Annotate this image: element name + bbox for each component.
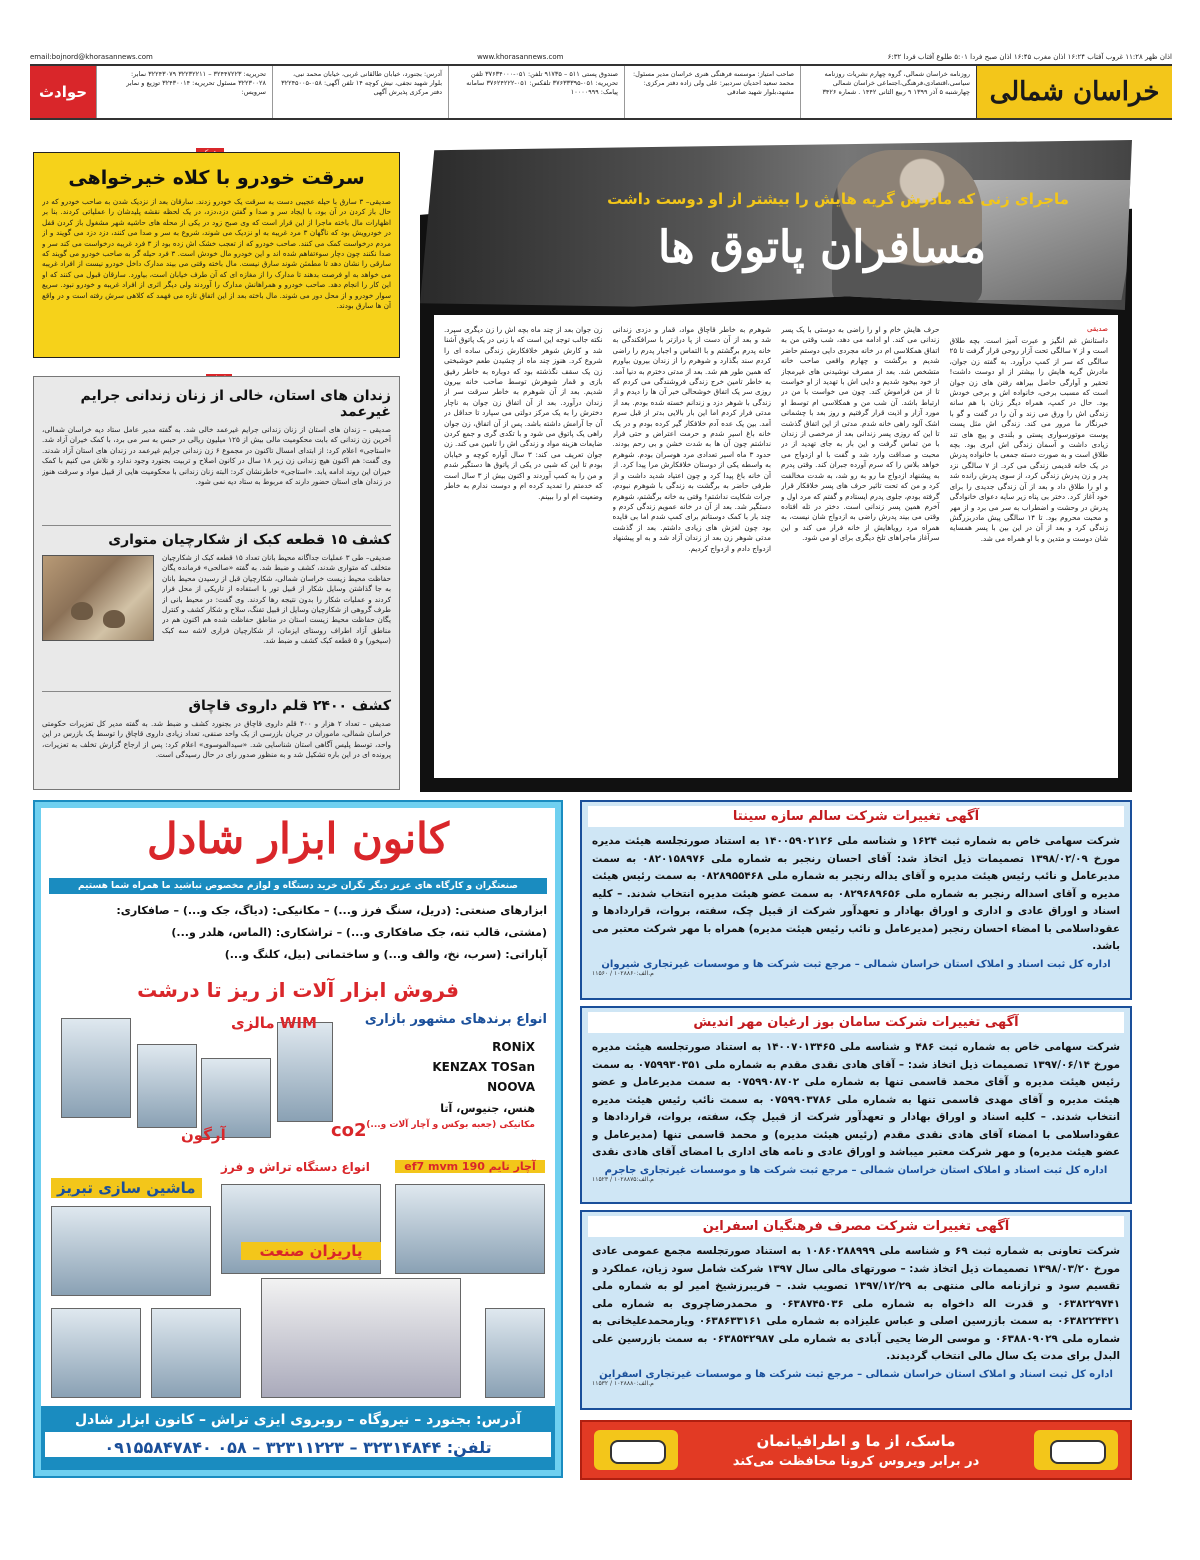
mask-psa-text	[733, 1432, 980, 1469]
brand-ronix: RONiX	[492, 1040, 535, 1054]
feature-col-4	[444, 325, 603, 768]
drugs-body: صدیقی – تعداد ۲ هزار و ۴۰۰ قلم داروی قاچاق در بجنورد کشف و ضبط شد. به گفته مدیر کل تعزیرات حکومتی خراسان شمالی، ماموران در جریان بازرسی از یک واحد صنفی، تعداد زیادی داروی قاچاق را توسط یک بازرس در این واحد، توسط پلیس آگاهی استان شناسایی شد. «سیدالموسوی» اعلام کرد: پس از ارجاع گزارش تخلف به تعزیرات، پرونده ای در این باره تشکیل شد و به منظور صدور رای در حال رسیدگی است.	[42, 719, 391, 760]
tool-shop-ad-inner	[41, 808, 555, 1470]
prison-headline[interactable]: زندان های استان، خالی از زنان زندانی جرایم غیرعمد	[80, 388, 391, 420]
car-theft-body: صدیقی– ۳ سارق با حیله عجیبی دست به سرقت یک خودرو زدند. سارقان بعد از نزدیک شدن به صاحب خودرو که در حال باز کردن در آن بود، با ایجاد سر و صدا و گفتن دزد،دزد، در یک لحظه نقشه پلیدشان را عملیاتی کردند. بنا بر اظهارات مال باخته ماجرا از این قرار است که وی صبح زود در یکی از محله های حاشیه شهر مشغول باز کردن قفل در خودرویش بود که ناگهان ۳ مرد غریبه به او نزدیک می شوند، شروع به سر و صدا می کنند، دزد دزد می گویند و از مردم درخواست کمک می کنند. صاحب خودرو که از تعجب خشک اش زده بود از ۳ فرد غریبه درخواست می کند سر و صدا نکنند چون دچار سوءتفاهم شده اند و این خودرو مال خودش است. ۳ فرد حیله گر به صاحب خودرو می گویند که سارقی را نشان دهد تا مطمئن شوند سارق نیست. مال باخته وقتی می بیند مدارک داخل خودرو نیست از افراد غریبه می خواهد به او فرصت بدهند تا مدارک را از مغازه ای که آن طرف خیابان است، بیاورد. سارقان قبول می کنند که او این کار را انجام دهد. صاحب خودرو و همراهانش مدارک را آوردند ولی دیگر اثری از افراد غریبه و خودرو نبود. سریع سوار خودرو و از محل دور می شوند. مال باخته بعد از این اتفاق تازه می فهمد که کلاهی سرش رفته است و در واقع آن ها سارق بودند.	[42, 197, 391, 311]
masthead-info-4: آدرس: بجنورد، خیابان طالقانی غربی، خیابان محمد نبی، بلوار شهید نجفی، نیش کوچه ۱۴ تلفن آگهی: ۰۵۸-۳۲۲۴۵۰۰۵ دفتر مرکزی پذیرش آگهی	[272, 66, 448, 118]
feature-story	[420, 140, 1132, 792]
brands-heading: انواع برندهای مشهور بازاری	[364, 1012, 547, 1027]
partridge-photo	[42, 555, 154, 641]
tool-shop-line-1: ابزارهای صنعتی: (دریل، سنگ فرز و...) – مکانیکی: (دیاگ، جک و...) – صافکاری:	[116, 904, 547, 917]
masthead-info-3: صندوق پستی ۵۱۱ – ۹۱۷۳۵ تلفن: ۰۵۱-۳۷۶۳۴۰۰۰ تلفن تحریریه: ۰۵۱-۳۷۶۳۳۳۹۵ تلفکس: ۰۵۱-۳۷۶۲۴۲۲۲ سامانه پیامک: ۱۰۰۰۰۹۹۹	[448, 66, 624, 118]
legal-notice-saman-title: آگهی تغییرات شرکت سامان بوز ارغیان مهر اندیش	[588, 1012, 1124, 1033]
tool-shop-footer	[41, 1406, 555, 1470]
legal-notice-saman	[580, 1006, 1132, 1204]
brand-hans: هنس، جنیوس، آتا	[440, 1102, 535, 1115]
tool-shop-line-3: آپاراتی: (سرب، نخ، والف و...) و ساختمانی (بیل، کلنگ و...)	[224, 948, 547, 961]
tabriz-machine-image	[51, 1206, 211, 1296]
pariz-label: پاریزان صنعت	[241, 1242, 381, 1260]
legal-notice-sina-footer: اداره کل ثبت اسناد و املاک استان خراسان شمالی – مرجع ثبت شرکت ها و موسسات غیرتجاری شیروان	[601, 959, 1111, 970]
tool-shop-ad[interactable]	[33, 800, 563, 1478]
news-column	[33, 376, 400, 790]
brand-noova: NOOVA	[487, 1080, 535, 1094]
newspaper-logo[interactable]: خراسان شمالی	[976, 66, 1172, 118]
legal-notice-esfarayen	[580, 1210, 1132, 1410]
tool-shop-sales: فروش ابزار آلات از ریز تا درشت	[137, 978, 459, 1002]
tire-changer-2	[151, 1308, 241, 1398]
legal-notice-sina	[580, 800, 1132, 1000]
masthead	[30, 64, 1172, 120]
legal-notice-saman-footer: اداره کل ثبت اسناد و املاک استان خراسان شمالی – مرجع ثبت شرکت ها و موسسات غیرتجاری جاجرم	[604, 1165, 1108, 1176]
legal-notice-sina-code: م.الف:۱۰۲۸۸۶۰ / ۱۱۵۶۰	[592, 970, 654, 977]
masthead-top-strip	[30, 50, 1172, 64]
car-lift-image	[261, 1278, 461, 1398]
mask-psa-line-1: ماسک، از ما و اطرافیانمان	[756, 1431, 956, 1450]
legal-notice-sina-title: آگهی تغییرات شرکت سالم سازه سینتا	[588, 806, 1124, 827]
brand-kenzax: KENZAX TOSan	[432, 1060, 535, 1074]
divider	[42, 691, 391, 692]
masthead-info-2: صاحب امتیاز: موسسه فرهنگی هنری خراسان مدیر مسئول: محمد سعید احدیان سردبیر: علی ولی زاده دفتر مرکزی: مشهد،بلوار شهید صادقی	[624, 66, 800, 118]
welder-2	[137, 1044, 197, 1128]
email-link[interactable]: email:bojnord@khorasannews.com	[30, 53, 153, 61]
tire-changer-1	[51, 1308, 141, 1398]
feature-text-2: حرف هایش خام و او را راضی به دوستی با یک پسر زندانی می کند. او ادامه می دهد، شب وقتی من به اتفاق همکلاسی ام در خانه مجردی دایی دوستم حاضر شدیم و برگشت و چهارم واقعی صاحب خانه متشخص شد. بعد از مصرف نوشیدنی های غیرمجاز از خود بیخود شدیم و دایی اش با تهدید از او خواست تا از من فراموش کند. چون می خواست با من در ارتباط باشد. آن شب من و همکلاسی ام توسط او مورد آزار و اذیت قرار گرفتیم و روز بعد با چشمانی اشک آلود راهی خانه شدم. مدتی از این اتفاق گذشت تا این که روزی پسر زندانی بعد از مرخصی از زندان با من تماس گرفت و این بار به جای تهدید از در محبت و صداقت وارد شد و گفت با او ازدواج می خواهد بلاس را که سرم آورده جبران کند. وقتی پدرم به پیشنهاد ازدواج ما رو به رو شد، به شدت مخالفت کرد و من که تحت تاثیر حرف های پسر خلافکار قرار گرفته بودم، جلوی پدرم ایستادم و گفتم که مرد اول و آخرم همین پسر زندانی است. دختر در تله افتاده وقتی می بیند پدرش راضی به ازدواج شان نیست، به همراه مرد رویاهایش از خانه فرار می کند و این سرآغاز ماجراهای تلخ دیگری برای او می شود.	[781, 325, 940, 543]
welder-1	[61, 1018, 131, 1118]
lathe-image	[221, 1184, 381, 1274]
website-link[interactable]: www.khorasannews.com	[477, 53, 564, 61]
car-theft-headline[interactable]: سرقت خودرو با کلاه خیرخواهی	[68, 167, 365, 189]
feature-byline: صدیقی	[1087, 325, 1108, 333]
engine-image	[395, 1184, 545, 1274]
prayer-times: اذان ظهر ۱۱:۲۸ غروب آفتاب ۱۶:۲۴ اذان مغرب ۱۶:۴۵ اذان صبح فردا ۵:۰۱ طلوع آفتاب فردا ۶:۳۲	[887, 53, 1172, 61]
feature-title[interactable]: مسافران پاتوق ها	[657, 222, 987, 273]
feature-text-4: زن جوان بعد از چند ماه بچه اش را زن دیگری سپرد. نکته جالب توجه این است که با زنی در یک پاتوق آشنا شد و کارش شوهر خلافکارش زندگی ساده ای را شروع کرد. هنوز چند ماه از چشیدن طعم خوشبختی زن یک سقف نگذشته بود که دوباره به خاطر رفیق بازی و قمار شوهرش توسط صاحب خانه بیرون شدیم. بعد از آن شوهرم به خاطر سرقت سر از زندان درآورد. بعد از آن اتفاق زن جوان به ناچار دخترش را به یک مرکز دولتی می سپارد تا حداقل در آن جا آرامش داشته باشد. پس از آن اتفاق، زن جوان راهی یک پاتوق می شود و با تکدی گری و جمع کردن ضایعات هزینه مواد و زندگی اش را تامین می کند. زن جوان تعریف می کند: ۳ سال آواره کوچه و خیابان بودم تا این که شبی در یکی از پاتوق ها دستگیر شدم و من را به کمپ آوردند و اکنون بیش از ۳ سال است که خدمتم را تمدید کرده ام و دوست ندارم به خاطر وضعیت ام او را ببینم.	[444, 325, 603, 501]
drugs-headline[interactable]: کشف ۲۴۰۰ قلم داروی قاچاق	[188, 698, 391, 714]
welder-4	[277, 1022, 333, 1122]
tool-shop-phone[interactable]: تلفن: ۳۲۳۱۴۸۴۴ – ۳۲۳۱۱۲۲۳ – ۰۵۸ ۰۹۱۵۵۸۴۷۸۴۰	[45, 1432, 551, 1457]
tool-shop-title: کانون ابزار شادل	[147, 814, 449, 863]
prison-body: صدیقی – زندان های استان از زنان زندانی جرایم غیرعمد خالی شد. به گفته مدیر عامل ستاد دیه خراسان شمالی، آخرین زن زندانی که بابت محکومیت مالی بیش از ۱۲۵ میلیون ریالی در حبس به سر می برد، با کمک خیران آزاد شد. «استاجی» اعلام کرد: از ابتدای امسال تاکنون در مجموع ۶ زن زندانی جرایم غیرعمد در زندان های استان آزاد شدند. وی گفت: هم اکنون هیچ زندانی زن زیر ۱۸ سال در کانون اصلاح و تربیت بجنورد وجود ندارد و تلاش می کنیم با کمک خیران این روند ادامه یابد. «استاجی» خاطرنشان کرد: البته زنان زندانی با محکومیت هایی از قبیل مواد و سرقت هنوز در زندان های استان حضور دارند که مربوط به ستاد دیه نمی شود.	[42, 425, 391, 487]
tool-shop-slogan: صنعتگران و کارگاه های عزیز دیگر نگران خرید دستگاه و لوازم مخصوص نباشید ما همراه شما هستیم	[49, 878, 547, 894]
legal-notice-esfarayen-body: شرکت تعاونی به شماره ثبت ۶۹ و شناسه ملی ۱۰۸۶۰۲۸۸۹۹۹ به استناد صورتجلسه مجمع عمومی عادی مورخ ۱۳۹۸/۰۳/۲۰ تصمیمات ذیل اتخاذ شد: – صورتهای مالی سال ۱۳۹۷ شرکت شامل سود زیان، عملکرد و تقسیم سود و ترازنامه مالی منتهی به ۱۳۹۷/۱۲/۲۹ تصویب شد. – فریبرزشیخ امیر لو به شماره ملی ۰۶۳۸۲۲۹۷۴۱ و قدرت اله داخواه به شماره ملی ۰۶۳۸۷۴۵۰۳۶ و محمدرضاچروی به شماره ملی ۰۶۳۸۲۲۴۴۲۱ به سمت بازرسین اصلی و عباس علیزاده به شماره ملی ۰۶۳۸۶۳۳۱۶۱ ویارمحمدعلیخانی به شماره ملی ۰۶۳۸۸۰۹۰۲۹ و موسی الرضا یحیی آبادی به شماره ملی ۰۶۳۸۵۴۲۹۸۷ به سمت بازرسین علی البدل برای مدت یک سال مالی انتخاب گردیدند.	[592, 1245, 1120, 1362]
divider	[42, 525, 391, 526]
masthead-info-5: تحریریه: ۳۲۴۴۷۲۲۳ – ۳۲۲۳۲۲۱۱ ۳۲۲۴۳۰۷۹ نمابر: ۳۲۲۳۰۰۲۸ مسئول تحریریه: ۳۲۴۳۰۰۱۴ توزیع و نمابر سرویس:	[96, 66, 272, 118]
feature-col-3	[613, 325, 772, 768]
lathe-label: انواع دستگاه تراش و فرز	[221, 1160, 370, 1174]
feature-col-1	[950, 325, 1109, 768]
masthead-info-1: روزنامه خراسان شمالی، گروه چهارم نشریات روزنامه سیاسی،اقتصادی،فرهنگی،اجتماعی خراسان شمالی چهارشنبه ۵ آذر ۱۳۹۹ ۹ ربیع الثانی ۱۴۴۲ . شماره ۳۴۲۶	[800, 66, 976, 118]
mask-icon	[1034, 1430, 1118, 1470]
legal-notice-saman-body: شرکت سهامی خاص به شماره ثبت ۴۸۶ و شناسه ملی ۱۴۰۰۷۰۱۳۴۶۵ به استناد صورتجلسه هیئت مدیره مورخ ۱۳۹۷/۰۶/۱۴ تصمیمات ذیل اتخاذ شد: – آقای هادی نقدی مقدم به شماره ملی ۰۷۵۹۹۳۰۳۵۱ به سمت رئیس هیئت مدیره و آقای محمد قاسمی تنها به شماره ملی ۰۷۵۹۹۰۸۷۰۲ به سمت مدیرعامل و عضو هیئت مدیره و آقای مهدی قاسمی تنها به شماره ملی ۰۷۵۹۹۰۳۷۸۶ به سمت نائب رئیس هیئت مدیره انتخاب شدند. – کلیه اسناد و اوراق بهادار و تعهدآور شرکت از قبیل چک، سفته، بروات، قراردادها و عقوداسلامی با امضاء آقای هادی نقدی مقدم (رئیس هیئت مدیره) و محمد قاسمی تنها (مدیرعامل و عضو هیئت مدیره) و مهر شرکت معتبر میباشد و اوراق عادی و نامه های اداری با امضای آقای هادی نقدی	[592, 1041, 1120, 1158]
section-tag[interactable]: حوادث	[30, 66, 96, 118]
mask-psa	[580, 1420, 1132, 1480]
tool-shop-line-2: (مشتی، قالب تنه، جک صافکاری و...) – تراشکاری: (الماس، هلدر و...)	[171, 926, 547, 939]
legal-notice-esfarayen-footer: اداره کل ثبت اسناد و املاک استان خراسان شمالی – مرجع ثبت شرکت ها و موسسات غیرتجاری اسفراین	[599, 1369, 1113, 1380]
balancer-image	[485, 1308, 545, 1398]
legal-notice-esfarayen-title: آگهی تغییرات شرکت مصرف فرهنگیان اسفراین	[588, 1216, 1124, 1237]
feature-col-2	[781, 325, 940, 768]
tool-shop-address: آدرس: بجنورد – نیروگاه – روبروی ایزی تراش – کانون ابزار شادل	[74, 1412, 521, 1428]
feature-text-3: شوهرم به خاطر قاچاق مواد، قمار و دزدی زندانی شد و بعد از آن دست از پا درازتر با سرافکندگی به خانه پدرم برگشتم و با التماس و اجبار پدرم را راضی کردم سند بگذارد و شوهرم را از زندان بیرون بیاورم که همین طور هم شد. بعد از مدتی دخترم به دنیا آمد. به خاطر تامین خرج زندگی فروشندگی می کردم که روزی سر یک اتفاق خوشحالی خبر آن ها را دیدم و از زندگی با شوهر دزد و زندانم خسته شده بودم. بعد از مدتی فرار کردم اما این بار بالایی بدتر از قبل سرم آمد. بین یک عده آدم خلافکار گیر کرده بودم و در یک خانه باغ اسیر شدم و حرمت اعتراض و حتی فرار نداشتم چون آن ها به شدت خشن و بی رحم بودند. حدود ۳ ماه اسیر تعدادی مرد هوسران بودم. شوهرم به واسطه یکی از دوستان خلافکارش مرا پیدا کرد. از آن خانه باغ پیدا کرد و چون اعتیاد شدید داشت و از طرفی حاضر به برگشت به زندگی با شوهرم نبودم، جرات شکایت نداشتم! وقتی به خانه برگشتم، شوهرم دستگیر شد. بعد از آن در خانه عمویم زندگی کردم و چند بار با کمک دوستانم برای کمپ شدم اما بی فایده بود چون لغزش های زیادی داشتم. بعد از گذشت مدتی شوهر زن بعد از زندان آزاد شد و به او پیشنهاد ازدواج دادم و ازدواج کردیم.	[612, 325, 771, 553]
brand-wim: WIM مالزی	[231, 1014, 317, 1032]
mask-psa-line-2: در برابر ویروس کرونا محافظت می‌کند	[732, 1453, 980, 1469]
feature-body	[434, 315, 1118, 778]
partridge-headline[interactable]: کشف ۱۵ قطعه کبک از شکارچیان متواری	[108, 532, 391, 548]
car-theft-box	[33, 152, 400, 358]
argon-label: آرگون	[181, 1126, 226, 1144]
torque-label: آچار تایم ef7 mvm 190	[395, 1160, 545, 1173]
tabriz-label: ماشین سازی تبریز	[51, 1178, 202, 1198]
legal-notice-esfarayen-code: م.الف:۱۰۲۸۸۸۰ / ۱۱۵۳۲	[592, 1380, 654, 1387]
mask-icon	[594, 1430, 678, 1470]
legal-notice-saman-code: م.الف:۱۰۲۸۸۷۵ / ۱۱۵۲۳	[592, 1176, 654, 1183]
brand-mech: مکانیکی (جعبه بوکس و آچار آلات و...)	[366, 1120, 535, 1130]
partridge-body: صدیقی– طی ۳ عملیات جداگانه محیط بانان تعداد ۱۵ قطعه کبک از شکارچیان متخلف که متواری شدند، کشف و ضبط شد. به گفته «صالحی» فرمانده یگان حفاظت محیط زیست خراسان شمالی، شکارچیان قبل از رسیدن محیط بانان به جا گذاشتن وسایل شکار از قبیل تور با استفاده از تاریکی از محل فرار کردند و عملیات شکار را بدون نتیجه رها کردند. وی گفت: در محیط بانی از طرف گروهی از شکارچیان وسایل از قبیل تفنگ، سلاح و شکار کشف و کنترل یگان حفاظت محیط زیست استان در مناطق حفاظت شده هم اکنون هم در مناطق آزاد اطراف روستای ایزمان، از شکارچیان فراری لاشه سه کبک (سیخور) و ۵ قطعه کبک کشف و ضبط شد.	[162, 553, 391, 646]
co2-label: co2	[331, 1120, 367, 1141]
feature-subtitle: ماجرای زنی که مادرش گریه هایش را بیشتر از او دوست داشت	[607, 190, 1069, 208]
legal-notice-sina-body: شرکت سهامی خاص به شماره ثبت ۱۶۲۴ و شناسه ملی ۱۴۰۰۵۹۰۲۱۲۶ به استناد صورتجلسه هیئت مدیره مورخ ۱۳۹۸/۰۲/۰۹ تصمیمات ذیل اتخاذ شد: آقای احسان رنجبر به شماره ملی ۰۸۲۰۱۵۸۹۷۶ به سمت مدیرعامل و نائب رئیس هیئت مدیره و آقای یداله رنجبر به شماره ملی ۰۸۲۸۹۵۵۴۶۸ به سمت رئیس هیئت مدیره و آقای اسداله رنجبر به شماره ملی ۰۸۲۹۶۸۹۶۵۶ به سمت عضو هیئت مدیره انتخاب شدند. – کلیه اسناد و اوراق عادی و اداری و اوراق بهادار و تعهدآور شرکت از قبیل چک، سفته، بروات، قراردادها و عقوداسلامی با امضاء احسان رنجبر (مدیرعامل و نائب رئیس هیئت مدیره) همراه با مهر شرکت معتبر می باشد.	[592, 835, 1120, 952]
feature-text-1: داستانش غم انگیز و عبرت آمیز است. بچه طلاق است و از ۷ سالگی تحت آزار روحی قرار گرفت تا ۲۵ سالگی که سر از کمپ درآورد. به گفته زن جوان، مادرش گریه هایش را بیشتر از او دوست داشت! تحقیر و آوارگی حاصل بیراهه رفتن های زن جوان است که مسبب برخی، خانواده اش و برخی خودش بود. حال در کمپ، همراه دیگر زنان با هم سانه زندگی اش را ورق می زند و آن را در گفت و گو با خبرنگار ما مرور می کند. زندگی اش مثل پست پوست موتورسواری پستی و بلندی و پیچ های تند زیادی داشت و آسمان زندگی اش ابری بود. بچه طلاق است و به صورت دسته جمعی با خانواده پدرش در یک خانه قدیمی زندگی می کرد. از ۷ سالگی نزد پدر و زن پدرش زندگی کرد، از سوی پدرش رانده شد و او را طلاق داد و بعد از آن زندگی جدیدی را برای خود آغاز کرد. دختر بی پناه زیر سایه دعوای خانوادگی پدرش در وحشت و اضطراب به سر می برد و از مهر و محبت محروم بود. تا ۱۴ سالگی پیش مادربزرگش زندگی کرد و بعد از آن در این بین با پسر همسایه شان دوست و متدین و با او همراه می شد.	[949, 336, 1108, 543]
